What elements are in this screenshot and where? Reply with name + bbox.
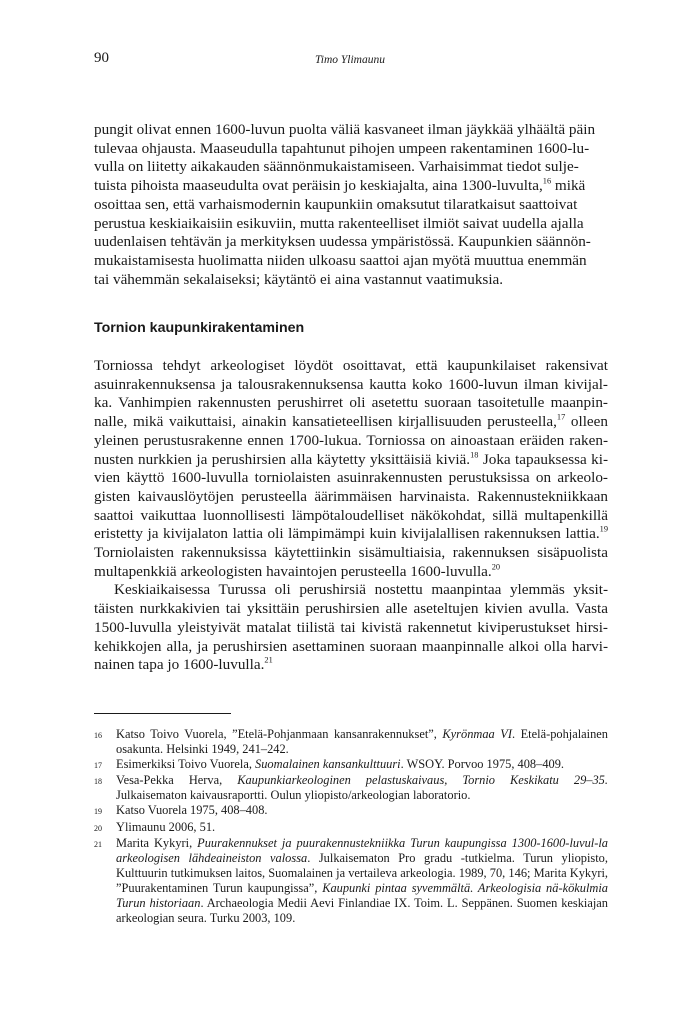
footnote-text: Katso Vuorela 1975, 408–408. xyxy=(116,803,268,818)
section-body xyxy=(94,357,608,675)
footnote-number: 16 xyxy=(94,731,102,740)
footnote-number: 19 xyxy=(94,807,102,817)
footnote-ref-18: 18 xyxy=(470,450,479,460)
text-line: pungit olivat ennen 1600-luvun puolta väliä kasvaneet ilman jäykkää ylhäältä päin xyxy=(94,121,596,138)
text-line: tai vähemmän sekalaiseksi; käytäntö ei aina vastannut vaatimuksia. xyxy=(94,270,504,288)
running-head: Timo Ylimaunu xyxy=(315,54,385,66)
footnote-ref-16: 16 xyxy=(542,176,552,186)
footnote-ref-21: 21 xyxy=(264,655,273,665)
footnote-text: Esimerkiksi Toivo Vuorela, Suomalainen kansankulttuuri. WSOY. Porvoo 1975, 408–409. xyxy=(116,757,564,772)
footnote-ref-17: 17 xyxy=(556,412,566,422)
text-line: tulevaa ohjausta. Maaseudulla tapahtunut pihojen umpeen rakentaminen 1600-lu- xyxy=(94,139,590,157)
footnote-text: Katso Toivo Vuorela, ”Etelä-Pohjanmaan kansanrakennukset”, Kyrönmaa VI. Etelä-pohjalainen osakunta. Helsinki 1949, 241–242. xyxy=(116,727,608,757)
page-number: 90 xyxy=(94,50,109,66)
footnote-number: 20 xyxy=(94,823,102,833)
footnote xyxy=(94,836,608,927)
footnote-text: Vesa-Pekka Herva, Kaupunkiarkeologinen pelastuskaivaus, Tornio Keskikatu 29–35. Julkaisematon kaivausraportti. Oulun yliopisto/arkeologian laboratorio. xyxy=(116,773,608,803)
footnote xyxy=(94,803,608,819)
footnote-number: 18 xyxy=(94,777,102,787)
text-line: mukaistamisesta huolimatta niiden ulkoasu saattoi ajan myötä muuttua enemmän xyxy=(94,251,587,269)
paragraph: Keskiaikaisessa Turussa oli perushirsiä nostettu maanpintaa ylemmäs yksit-täisten nurkkakivien tai yksittäin perushirsien alle aseteltujen kivien avulla. Vasta 1500-luvulla yleistyivät matalat tiilistä tai kivistä rakennetut kiviperustukset hirsi-kehikkojen alla, ja perushirsien asettaminen suoraan maanpinnalle alkoi olla harvi-nainen tapa jo 1600-luvulla.$^{21}$ xyxy=(94,581,608,674)
footnote-ref-20: 20 xyxy=(491,562,501,572)
footnote-ref-19: 19 xyxy=(599,525,608,535)
section-heading: Tornion kaupunkirakentaminen xyxy=(94,320,305,336)
text-line: tuista pihoista maaseudulta ovat peräisin jo keskiajalta, aina 1300-luvulta,$^{16}$ mikä xyxy=(94,176,586,195)
footnotes xyxy=(94,727,608,926)
footnote-text: Ylimaunu 2006, 51. xyxy=(116,819,216,834)
footnote-number: 21 xyxy=(94,839,102,849)
text-line: osoittaa sen, että varhaismodernin kaupunkiin omaksutut tilaratkaisut saattoivat xyxy=(94,195,578,213)
footnote xyxy=(94,773,608,803)
footnote xyxy=(94,820,608,836)
footnote xyxy=(94,757,608,773)
footnote-text: Marita Kykyri, Puurakennukset ja puurakennustekniikka Turun kaupungissa 1300-1600-luvul-la arkeologisen lähdeaineiston valossa. Julkaisematon Pro gradu -tutkielma. Turun yliopisto, Kulttuurin tutkimuksen laitos, Suomalainen ja vertaileva arkeologia. 1989, 70, 146; Marita Kykyri, ”Puurakentaminen Turun kaupungissa”, Kaupunki pintaa syvemmältä. Arkeologisia nä-kökulmia Turun historiaan. Archaeologia Medii Aevi Finlandiae IX. Toim. L. Seppänen. Suomen keskiajan arkeologian seura. Turku 2003, 109. xyxy=(116,835,608,926)
text-line: vulla on liitetty aikakauden säännönmukaistamiseen. Varhaisimmat tiedot sulje- xyxy=(94,158,579,176)
footnote-number: 17 xyxy=(94,761,102,771)
footnote xyxy=(94,727,608,757)
text-line: uudenlaisen tehtävän ja merkityksen uudessa ympäristössä. Kaupunkien säännön- xyxy=(94,233,591,251)
paragraph: Torniossa tehdyt arkeologiset löydöt osoittavat, että kaupunkilaiset rakensivat asuinrakennuksensa ja talousrakennuksensa kautta koko 1600-luvun ilman kivijal-ka. Vanhimpien rakennusten perushirret oli asetettu suoraan tasoitetulle maanpin-nalle, mikä vaikuttaisi, ainakin kansatieteellisen kirjallisuuden perusteella,$^{17}$ olleen yleinen perustusrakenne ennen 1700-lukua. Torniossa on ainoastaan eräiden raken-nusten nurkkien ja perushirsien alla käytetty yksittäisiä kiviä.$^{18}$ Joka tapauksessa ki-vien käyttö 1600-luvulla torniolaisten asuinrakennusten perustuksissa on arkeolo-gisten kaivauslöytöjen perusteella äärimmäisen harvinaista. Rakennustekniikkaan saattoi vaikuttaa luonnollisesti lämpötaloudelliset näkökohdat, sillä multapenkillä eristetty ja kivijalaton lattia oli lämpimämpi kuin kivijalallisen rakennuksen lattia.$^{19}$ Torniolaisten rakennuksissa käytettiinkin sisämultiaisia, rakennuksen sisäpuolista multapenkkiä arkeologisten havaintojen perusteella 1600-luvulla.$^{20}$ xyxy=(94,357,609,580)
section-intro-paragraph xyxy=(94,121,608,289)
text-line: perustua keskiaikaisiin esikuviin, mutta rakenteelliset ilmiöt saivat uudella ajalla xyxy=(94,214,584,232)
footnote-separator xyxy=(94,713,231,714)
